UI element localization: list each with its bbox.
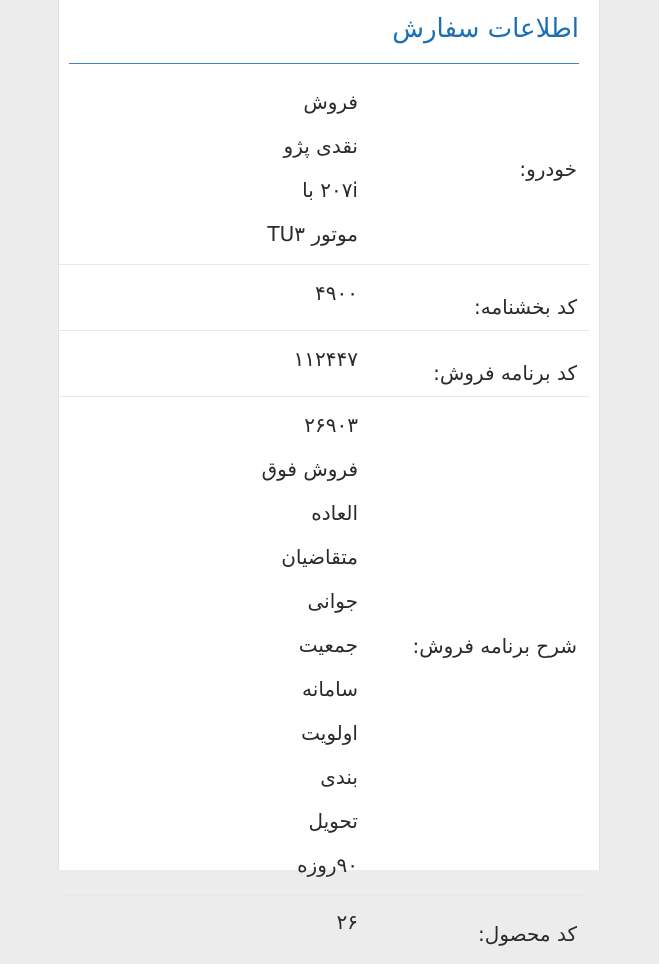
description-line: سامانه: [248, 667, 358, 711]
table-row-product-code: [59, 896, 589, 964]
sales-program-code-value: ۱۱۲۴۴۷: [248, 347, 358, 371]
title-divider: [69, 63, 579, 64]
description-line: ۹۰روزه: [248, 843, 358, 887]
sales-program-description-label: شرح برنامه فروش:: [362, 397, 589, 896]
description-line: جمعیت: [248, 623, 358, 667]
car-value-line: ۲۰۷i با: [248, 168, 358, 212]
description-line: ۲۶۹۰۳: [248, 403, 358, 447]
page-title: اطلاعات سفارش: [392, 14, 579, 44]
order-info-table: [59, 74, 589, 964]
car-value-line: نقدی پژو: [248, 124, 358, 168]
table-row-circular-code: [59, 265, 589, 331]
circular-code-label: کد بخشنامه:: [362, 265, 589, 331]
car-value-line: فروش: [248, 80, 358, 124]
description-line: تحویل: [248, 799, 358, 843]
table-row-sales-program-description: [59, 397, 589, 896]
sales-program-code-label: کد برنامه فروش:: [362, 331, 589, 397]
description-line: بندی: [248, 755, 358, 799]
description-line: فروش فوق: [248, 447, 358, 491]
description-line: متقاضیان: [248, 535, 358, 579]
car-label: خودرو:: [362, 74, 589, 265]
sales-program-description-value: [59, 397, 362, 896]
description-line: اولویت: [248, 711, 358, 755]
car-value: [59, 74, 362, 265]
table-row-sales-program-code: [59, 331, 589, 397]
description-line: جوانی: [248, 579, 358, 623]
table-row-car: [59, 74, 589, 265]
description-line: العاده: [248, 491, 358, 535]
order-info-card: [58, 0, 600, 870]
product-code-label: کد محصول:: [362, 896, 589, 964]
product-code-value: ۲۶: [248, 910, 358, 934]
car-value-line: موتور TU۳: [248, 212, 358, 256]
circular-code-value: ۴۹۰۰: [248, 281, 358, 305]
